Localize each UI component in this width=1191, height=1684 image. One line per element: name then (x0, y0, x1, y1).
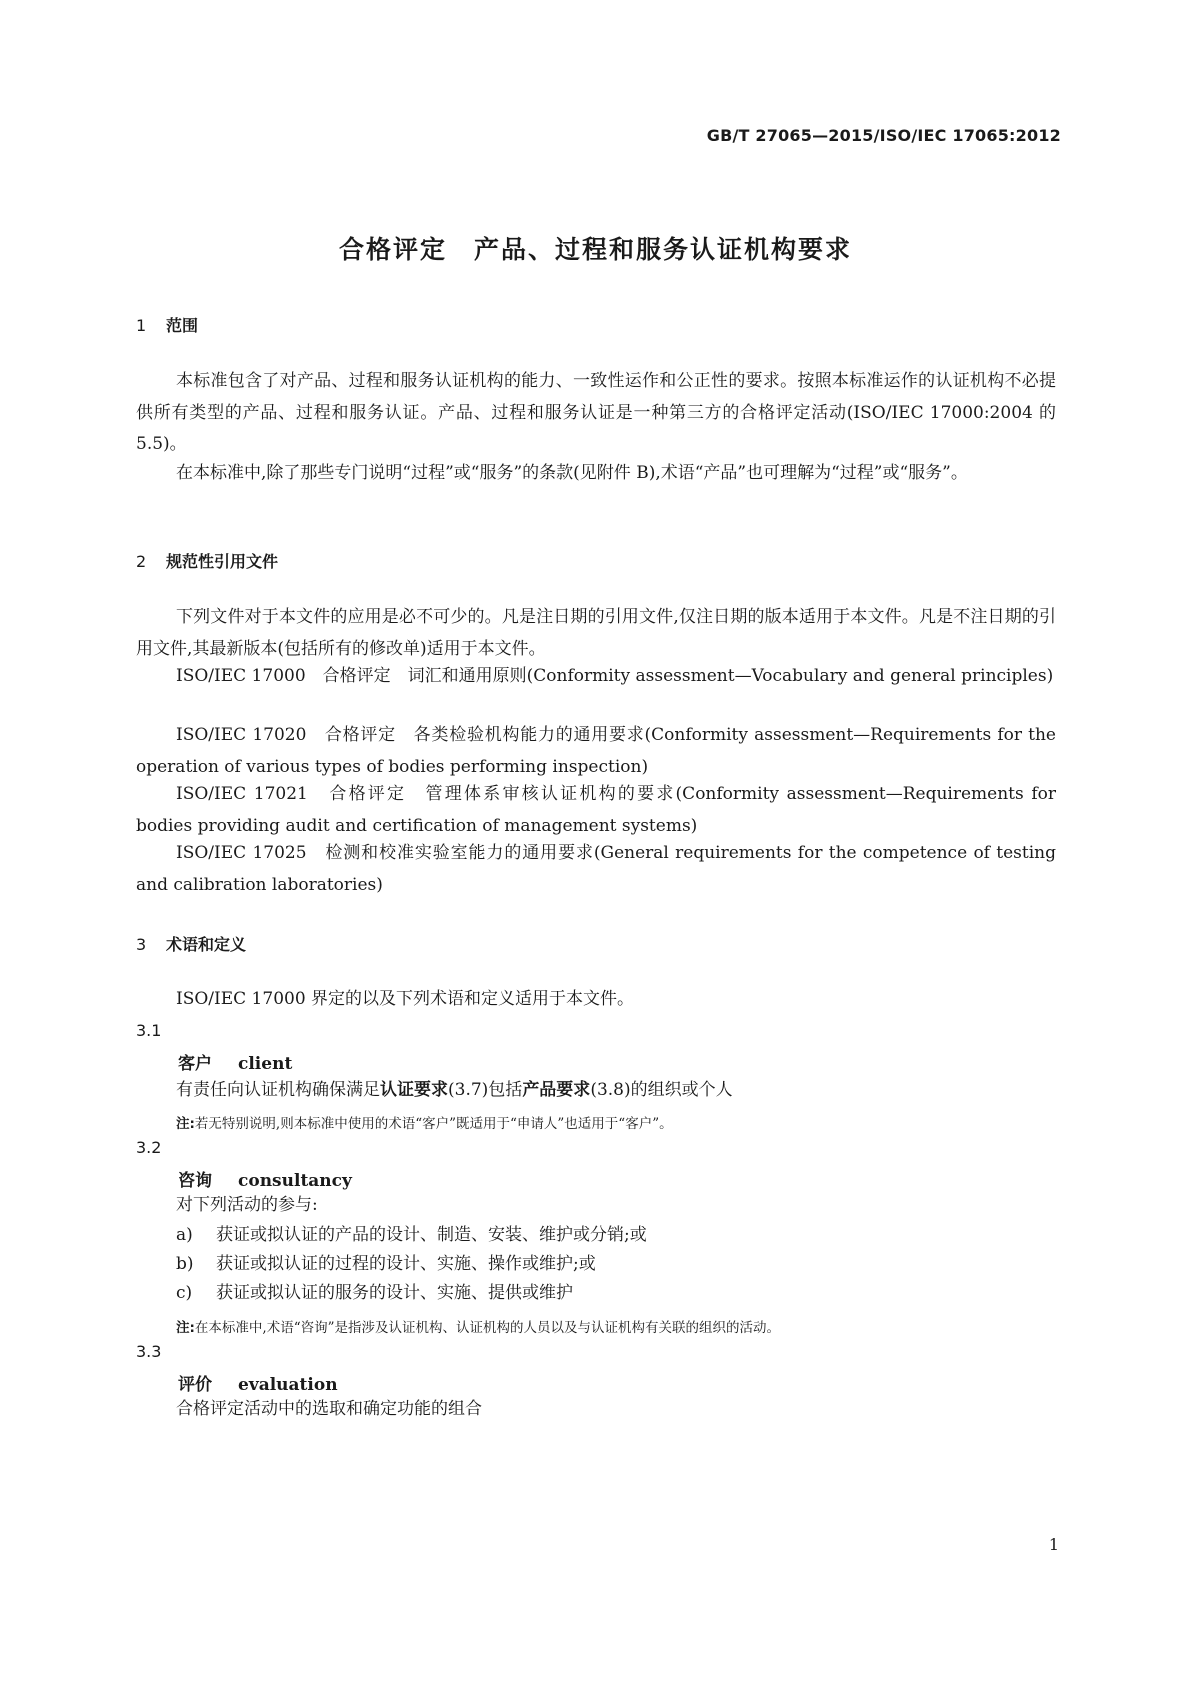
note-label: 注: (176, 1116, 195, 1132)
section-1-heading (136, 313, 198, 336)
reference-entry: ISO/IEC 17020 合格评定 各类检验机构能力的通用要求(Conformity assessment—Requirements for the operation of various types of bodies performing inspection) (136, 725, 1056, 777)
document-title: 合格评定 产品、过程和服务认证机构要求 (338, 235, 852, 264)
term-zh: 咨询 (178, 1171, 212, 1191)
list-marker: a) (176, 1225, 193, 1245)
reference-entry: ISO/IEC 17025 检测和校准实验室能力的通用要求(General requirements for the competence of testing and calibration laboratories) (136, 843, 1056, 895)
section-number: 1 (136, 316, 147, 335)
term-heading (178, 1370, 338, 1395)
section-1-paragraph-2: 在本标准中,除了那些专门说明“过程”或“服务”的条款(见附件 B),术语“产品”也可理解为“过程”或“服务”。 (176, 463, 968, 483)
section-2-intro: 下列文件对于本文件的应用是必不可少的。凡是注日期的引用文件,仅注日期的版本适用于本文件。凡是不注日期的引用文件,其最新版本(包括所有的修改单)适用于本文件。 (136, 607, 1056, 659)
definition-text: (3.8)的组织或个人 (590, 1080, 733, 1100)
list-marker: c) (176, 1283, 193, 1303)
definition-text: 有责任向认证机构确保满足 (176, 1080, 380, 1100)
section-3-intro: ISO/IEC 17000 界定的以及下列术语和定义适用于本文件。 (176, 989, 635, 1009)
list-item-text: 获证或拟认证的过程的设计、实施、操作或维护;或 (216, 1254, 596, 1274)
section-title: 范围 (166, 316, 199, 335)
section-number: 3 (136, 935, 147, 954)
definition-term-ref: 认证要求 (380, 1080, 448, 1100)
term-en: client (238, 1054, 293, 1074)
term-en: consultancy (238, 1171, 352, 1191)
list-item (176, 1249, 596, 1279)
clause-number: 3.1 (136, 1021, 162, 1040)
term-en: evaluation (238, 1375, 338, 1395)
term-heading (178, 1166, 352, 1191)
term-zh: 评价 (178, 1375, 212, 1395)
definition-term-ref: 产品要求 (522, 1080, 591, 1100)
term-definition: 对下列活动的参与: (176, 1195, 318, 1215)
note-text: 若无特别说明,则本标准中使用的术语“客户”既适用于“申请人”也适用于“客户”。 (194, 1116, 673, 1132)
term-definition (176, 1075, 733, 1105)
section-number: 2 (136, 552, 147, 571)
definition-text: (3.7)包括 (448, 1080, 523, 1100)
list-item (176, 1220, 647, 1250)
term-zh: 客户 (178, 1054, 212, 1074)
clause-number: 3.3 (136, 1342, 162, 1361)
standard-code-header: GB/T 27065—2015/ISO/IEC 17065:2012 (706, 126, 1061, 145)
note-text: 在本标准中,术语“咨询”是指涉及认证机构、认证机构的人员以及与认证机构有关联的组织的活动。 (194, 1320, 780, 1336)
section-2-heading (136, 549, 278, 572)
reference-entry: ISO/IEC 17021 合格评定 管理体系审核认证机构的要求(Conformity assessment—Requirements for bodies providing audit and certification of management systems) (136, 784, 1056, 836)
list-item (176, 1278, 573, 1308)
note-label: 注: (176, 1320, 195, 1336)
note (176, 1112, 673, 1132)
section-3-heading (136, 932, 246, 955)
section-title: 规范性引用文件 (166, 552, 279, 571)
list-item-text: 获证或拟认证的服务的设计、实施、提供或维护 (216, 1283, 573, 1303)
note (176, 1316, 780, 1336)
list-item-text: 获证或拟认证的产品的设计、制造、安装、维护或分销;或 (216, 1225, 647, 1245)
term-heading (178, 1049, 292, 1074)
reference-entry: ISO/IEC 17000 合格评定 词汇和通用原则(Conformity assessment—Vocabulary and general principles) (176, 666, 1054, 686)
list-marker: b) (176, 1254, 194, 1274)
clause-number: 3.2 (136, 1138, 162, 1157)
page-number: 1 (1048, 1535, 1059, 1554)
section-1-paragraph-1: 本标准包含了对产品、过程和服务认证机构的能力、一致性运作和公正性的要求。按照本标准运作的认证机构不必提供所有类型的产品、过程和服务认证。产品、过程和服务认证是一种第三方的合格评定活动(ISO/IEC 17000:2004 的 5.5)。 (136, 371, 1056, 454)
section-title: 术语和定义 (166, 935, 247, 954)
term-definition: 合格评定活动中的选取和确定功能的组合 (176, 1399, 482, 1419)
